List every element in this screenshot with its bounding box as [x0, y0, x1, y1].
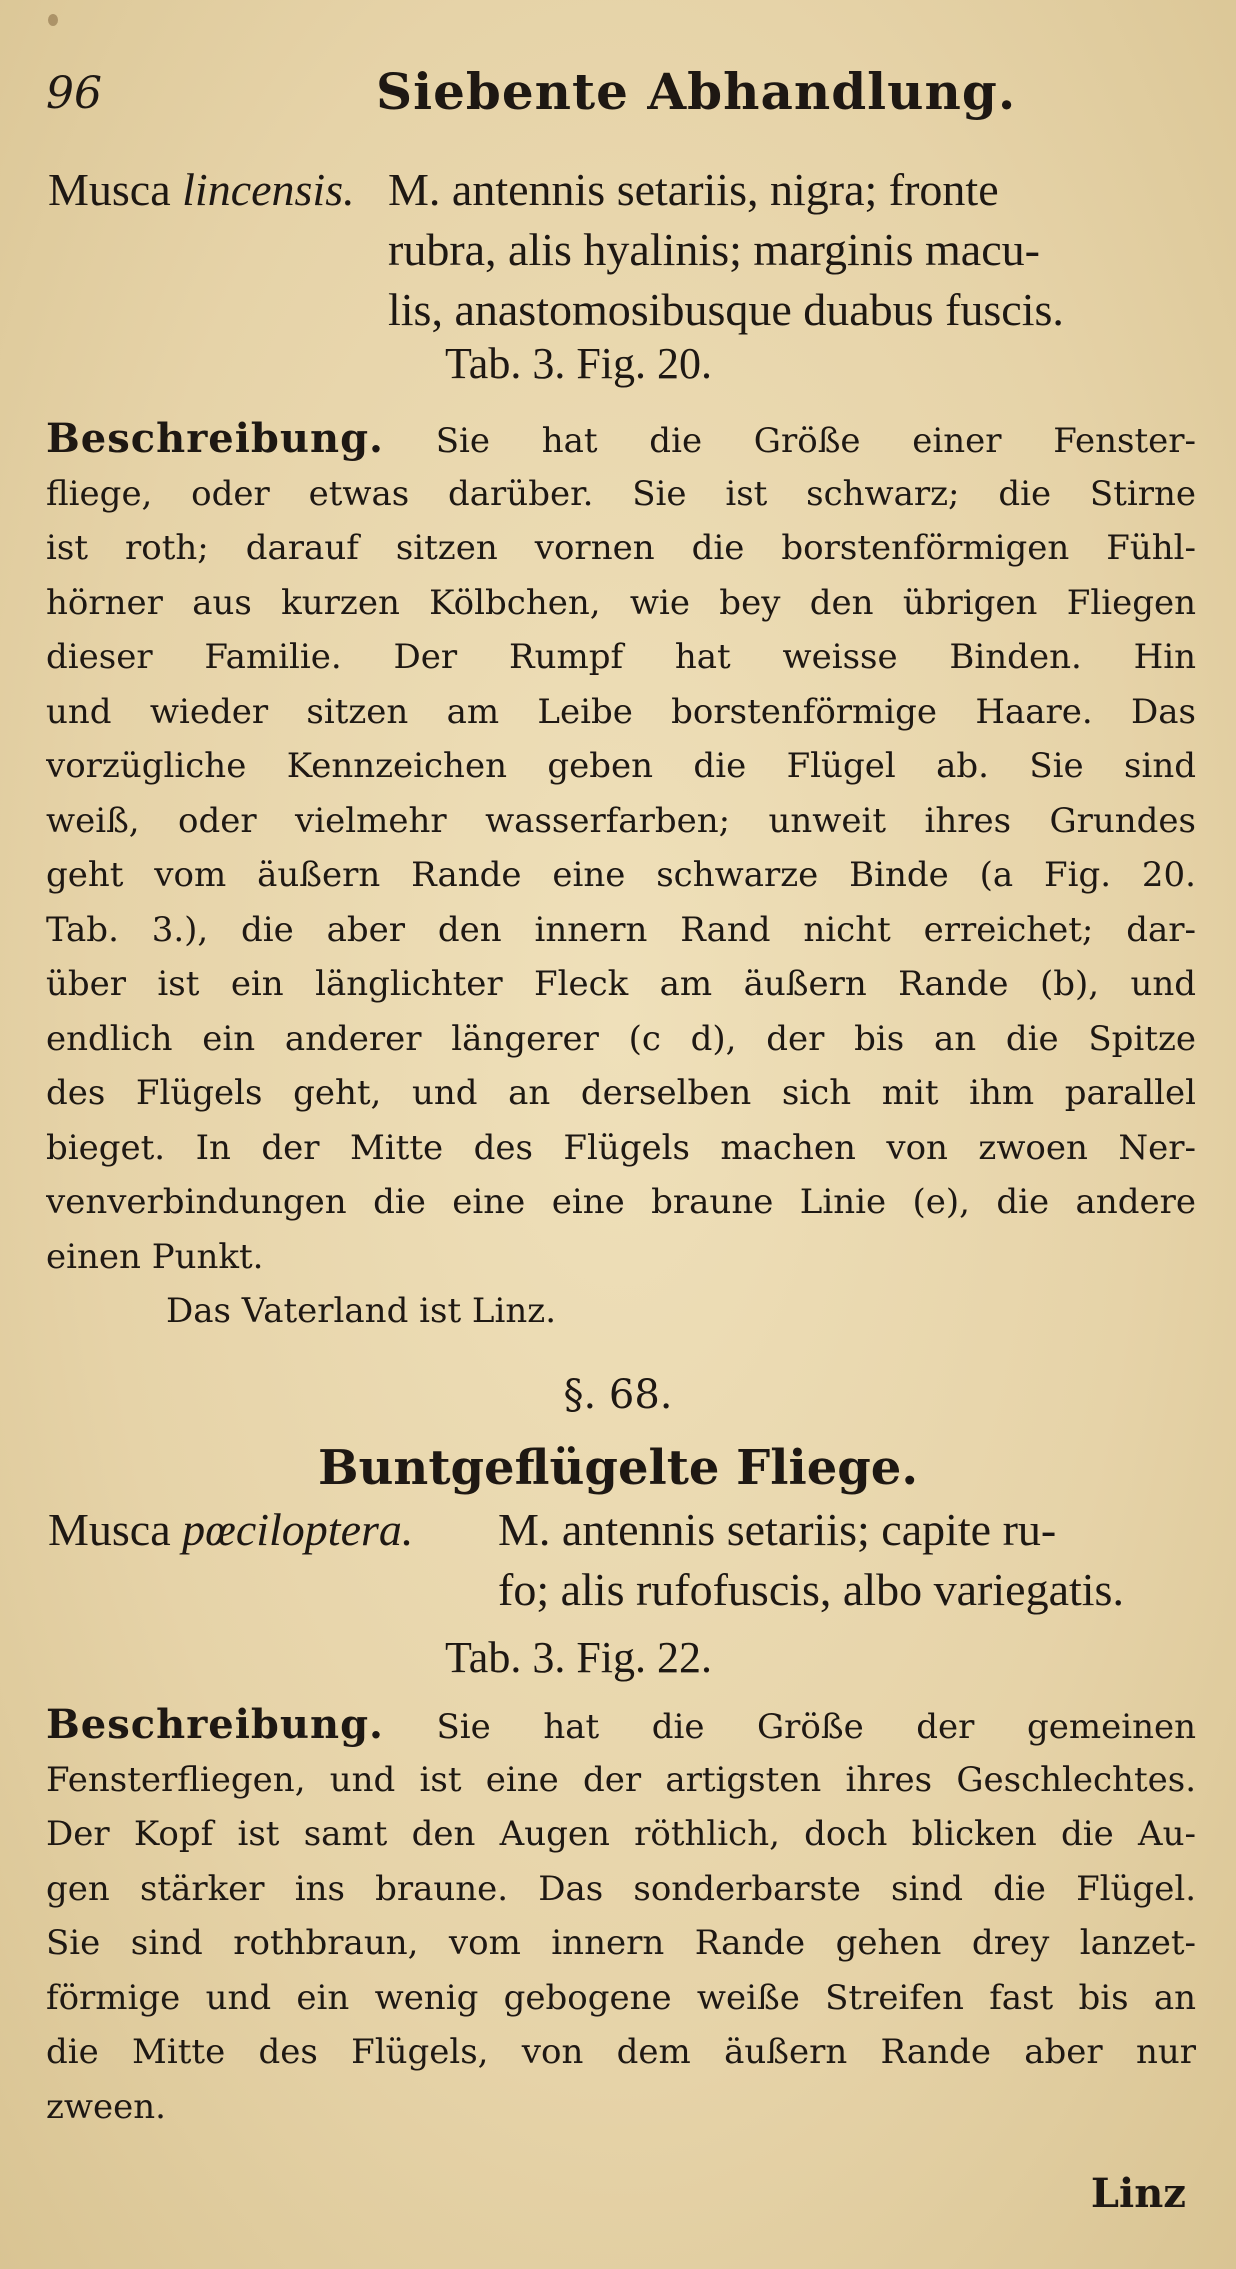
description-line: geht vom äußern Rande eine schwarze Binde (a Fig. 20.: [46, 855, 1196, 895]
species-entry-poeciloptera: [48, 1500, 1198, 1620]
common-name-heading: Buntgeflügelte Fliege.: [317, 1440, 919, 1496]
description-line: Beschreibung. Sie hat die Größe der gemeinen: [46, 1701, 1196, 1748]
latin-diagnosis: [498, 1500, 1188, 1620]
diagnosis-line: M. antennis setariis; capite ru-: [498, 1504, 1057, 1555]
description-block: [46, 1698, 1196, 2134]
description-line: des Flügels geht, und an derselben sich mit ihm parallel: [46, 1073, 1196, 1113]
page-header: [46, 58, 1196, 138]
species-name: [48, 1500, 498, 1560]
description-line: weiß, oder vielmehr wasserfarben; unweit ihres Grundes: [46, 800, 1196, 841]
description-line: einen Punkt.: [46, 1236, 264, 1277]
description-line: venverbindungen die eine eine braune Linie (e), die andere: [46, 1182, 1196, 1222]
description-line: förmige und ein wenig gebogene weiße Streifen fast bis an: [46, 1977, 1196, 2018]
ink-blemish: [48, 14, 58, 26]
description-line: hörner aus kurzen Kölbchen, wie bey den übrigen Fliegen: [46, 582, 1196, 623]
running-title: Siebente Abhandlung.: [376, 62, 1017, 121]
description-line: Tab. 3.), die aber den innern Rand nicht erreichet; dar-: [46, 909, 1196, 950]
description-line: ist roth; darauf sitzen vornen die borstenförmigen Fühl-: [46, 528, 1196, 568]
species-epithet: lincensis.: [182, 164, 355, 215]
description-line: vorzügliche Kennzeichen geben die Flügel ab. Sie sind: [46, 746, 1196, 786]
genus-name: Musca: [48, 164, 171, 215]
section-number: §. 68.: [563, 1372, 673, 1418]
description-line: über ist ein länglichter Fleck am äußern Rande (b), und: [46, 964, 1196, 1004]
description-line: die Mitte des Flügels, von dem äußern Rande aber nur: [46, 2032, 1196, 2072]
description-line: dieser Familie. Der Rumpf hat weisse Binden. Hin: [46, 637, 1196, 677]
species-epithet: pœciloptera.: [182, 1504, 414, 1555]
description-line: und wieder sitzen am Leibe borstenförmige Haare. Das: [46, 691, 1196, 732]
description-line: Fensterfliegen, und ist eine der artigsten ihres Geschlechtes.: [46, 1759, 1196, 1800]
genus-name: Musca: [48, 1504, 171, 1555]
description-line: zween.: [46, 2086, 166, 2127]
catchword: Linz: [1090, 2170, 1186, 2217]
diagnosis-line: rubra, alis hyalinis; marginis macu-: [388, 224, 1040, 275]
plate-reference: Tab. 3. Fig. 20.: [445, 339, 713, 388]
description-line: endlich ein anderer längerer (c d), der bis an die Spitze: [46, 1018, 1196, 1059]
description-line: bieget. In der Mitte des Flügels machen von zwoen Ner-: [46, 1127, 1196, 1168]
description-line: Der Kopf ist samt den Augen röthlich, doch blicken die Au-: [46, 1814, 1196, 1854]
description-line: gen stärker ins braune. Das sonderbarste sind die Flügel.: [46, 1868, 1196, 1909]
description-line: Beschreibung. Sie hat die Größe einer Fenster-: [46, 415, 1196, 462]
description-line: fliege, oder etwas darüber. Sie ist schwarz; die Stirne: [46, 473, 1196, 514]
description-heading: Beschreibung.: [46, 1701, 384, 1748]
description-line: Sie sind rothbraun, vom innern Rande gehen drey lanzet-: [46, 1923, 1196, 1963]
diagnosis-line: lis, anastomosibusque duabus fuscis.: [388, 284, 1064, 335]
plate-reference: Tab. 3. Fig. 22.: [445, 1633, 713, 1682]
species-name: [48, 160, 388, 220]
description-heading: Beschreibung.: [46, 415, 384, 462]
species-entry-lincensis: [48, 160, 1198, 340]
page-number: 96: [46, 68, 102, 119]
description-block: [46, 412, 1196, 1339]
homeland-line: Das Vaterland ist Linz.: [166, 1291, 557, 1331]
latin-diagnosis: [388, 160, 1188, 340]
diagnosis-line: M. antennis setariis, nigra; fronte: [388, 164, 999, 215]
diagnosis-line: fo; alis rufofuscis, albo variegatis.: [498, 1564, 1124, 1615]
